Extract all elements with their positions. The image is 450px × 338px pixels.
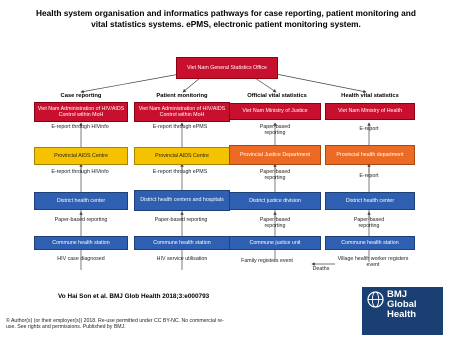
copyright-notice (6, 318, 306, 331)
health-commune-box: Commune health station (325, 236, 415, 250)
monitoring-bottom-label: HIV service utilisation (156, 256, 208, 262)
case-commune-box: Commune health station (34, 236, 128, 250)
official-bottom-label: Family registers event (241, 258, 293, 264)
official-national-box: Viet Nam Ministry of Justice (229, 103, 321, 120)
copyright-line-1: © Author(s) (or their employer(s)) 2018. Re-use permitted under CC BY-NC. No commercial re- (6, 318, 224, 324)
header-health-vital-statistics: Health vital statistics (341, 93, 399, 99)
monitoring-district-box: District health centers and hospitals (134, 190, 230, 211)
logo-line-2: Global (387, 299, 417, 310)
case-arrow-label-3: Paper-based reporting (54, 217, 108, 223)
copyright-line-2: use. See rights and permissions. Published by BMJ. (6, 324, 126, 331)
monitoring-commune-box: Commune health station (134, 236, 230, 250)
title-line-1: Health system organisation and informatics pathways for case reporting, patient monitoring and (36, 8, 416, 18)
monitoring-arrow-label-2: E-report through ePMS (152, 169, 208, 175)
monitoring-provincial-box: Provincial AIDS Centre (134, 147, 230, 165)
health-arrow-label-3: Paper-based reporting (353, 217, 385, 230)
official-provincial-box: Provincial Justice Department (229, 145, 321, 165)
logo-line-3: Health (387, 309, 417, 320)
health-arrow-label-2: E-report (359, 173, 379, 179)
case-national-box: Viet Nam Administration of HIV/AIDS Control within MoH (34, 102, 128, 122)
monitoring-national-box: Viet Nam Administration of HIV/AIDS Control within MoH (134, 102, 230, 122)
header-case-reporting: Case reporting (60, 93, 102, 99)
header-patient-monitoring: Patient monitoring (156, 93, 208, 99)
case-district-box: District health center (34, 192, 128, 210)
general-statistics-office-label: Viet Nam General Statistics Office (187, 64, 267, 71)
header-official-vital-statistics: Official vital statistics (247, 93, 307, 99)
health-bottom-label: Village health worker registers event (337, 256, 409, 269)
official-arrow-label-3: Paper-based reporting (259, 217, 291, 230)
monitoring-arrow-label-3: Paper-based reporting (154, 217, 208, 223)
deaths-label: Deaths (312, 266, 330, 272)
case-arrow-label-1: E-report through HIVinfo (51, 124, 109, 130)
health-arrow-label-1: E-report (359, 126, 379, 132)
official-arrow-label-2: Paper-based reporting (259, 169, 291, 182)
case-bottom-label: HIV case diagnosed (57, 256, 105, 262)
general-statistics-office-box (176, 57, 278, 79)
globe-icon (367, 291, 384, 308)
health-provincial-box: Provincial health department (325, 145, 415, 165)
logo-line-1: BMJ (387, 289, 408, 300)
title-line-2: vital statistics systems. ePMS, electronic patient monitoring system. (91, 18, 361, 29)
case-arrow-label-2: E-report through HIVinfo (51, 169, 109, 175)
case-provincial-box: Provincial AIDS Centre (34, 147, 128, 165)
official-arrow-label-1: Paper-based reporting (259, 124, 291, 137)
monitoring-arrow-label-1: E-report through ePMS (152, 124, 208, 130)
health-national-box: Viet Nam Ministry of Health (325, 103, 415, 120)
official-district-box: District justice division (229, 192, 321, 210)
health-district-box: District health center (325, 192, 415, 210)
citation: Vo Hai Son et al. BMJ Glob Health 2018;3:e000793 (58, 293, 210, 300)
official-commune-box: Commune justice unit (229, 236, 321, 250)
bmj-global-health-logo (362, 287, 443, 335)
